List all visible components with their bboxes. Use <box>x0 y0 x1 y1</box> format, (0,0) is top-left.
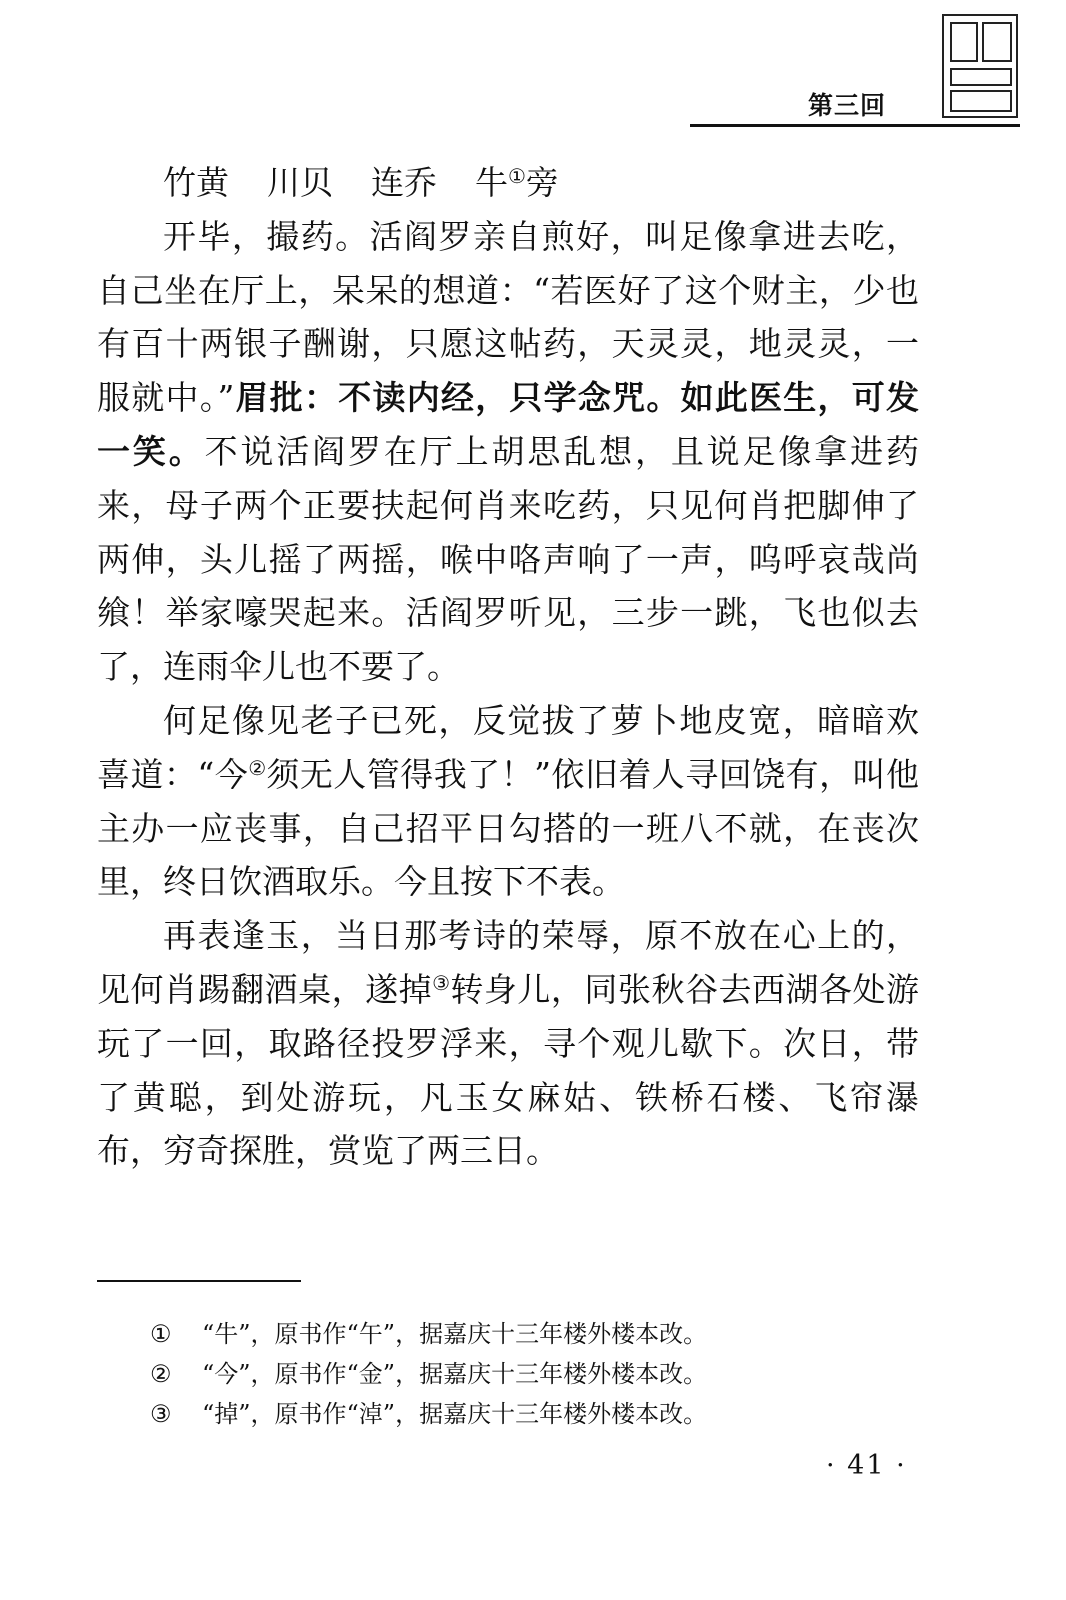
footnotes <box>150 1314 910 1434</box>
footnote-mark: ② <box>150 1360 172 1388</box>
paragraph-text: 再表逢玉，当日那考诗的荣辱，原不放在心上的，见何肖踢翻酒桌，遂掉 <box>97 916 919 1009</box>
paragraph-text: 不说活阎罗在厅上胡思乱想，且说足像拿进药来，母子两个正要扶起何肖来吃药，只见何肖把脚伸了两伸，头儿摇了两摇，喉中咯声响了一声，呜呼哀哉尚飨！举家嚎哭起来。活阎罗听见，三步一跳，飞也似去了，连雨伞儿也不要了。 <box>97 431 920 687</box>
paragraph <box>97 210 919 694</box>
herb-list <box>97 156 919 210</box>
marginal-note: 眉批：不读内经，只学念咒。如此医生，可发一笑。 <box>97 378 919 471</box>
main-text <box>97 156 919 1178</box>
paragraph-text: 转身儿，同张秋谷去西湖各处游玩了一回，取路径投罗浮来，寻个观儿歇下。次日，带了黄聪，到处游玩，凡玉女麻姑、铁桥石楼、飞帘瀑布，穷奇探胜，赏览了两三日。 <box>97 969 920 1171</box>
paragraph-text: 开毕，撮药。活阎罗亲自煎好，叫足像拿进去吃，自己坐在厅上，呆呆的想道：“若医好了这个财主，少也有百十两银子酬谢，只愿这帖药，天灵灵，地灵灵，一服就中。” <box>97 216 919 418</box>
herb-item-with-note <box>475 163 559 202</box>
footnote-marker: ① <box>508 165 526 189</box>
footnote-marker: ③ <box>432 972 451 996</box>
header-rule <box>690 124 1020 127</box>
footnote-text: “掉”，原书作“淖”，据嘉庆十三年楼外楼本改。 <box>202 1400 708 1428</box>
paragraph <box>97 694 919 909</box>
chapter-title: 第三回 <box>808 91 887 120</box>
seal-logo <box>942 14 1018 118</box>
footnote-marker: ② <box>248 756 267 780</box>
paragraph-text: 何足像见老子已死，反觉拔了萝卜地皮宽，暗暗欢喜道：“今 <box>97 700 919 794</box>
footnote-mark: ① <box>150 1320 172 1348</box>
footnote <box>150 1314 910 1354</box>
herb-item: 竹黄 <box>163 163 229 202</box>
footnote-text: “今”，原书作“金”，据嘉庆十三年楼外楼本改。 <box>202 1360 708 1388</box>
page-number: · 41 · <box>826 1450 907 1481</box>
herb-item: 旁 <box>525 163 559 202</box>
footnote-mark: ③ <box>150 1400 172 1428</box>
paragraph <box>97 909 919 1178</box>
herb-item: 连乔 <box>371 163 437 202</box>
paragraph-text: 须无人管得我了！”依旧着人寻回饶有，叫他主办一应丧事，自己招平日勾搭的一班八不就，在丧次里，终日饮酒取乐。今且按下不表。 <box>97 754 920 902</box>
footnote <box>150 1394 910 1434</box>
footnote-rule <box>97 1280 301 1282</box>
herb-item: 牛 <box>475 163 508 202</box>
herb-item: 川贝 <box>267 163 333 202</box>
footnote <box>150 1354 910 1394</box>
footnote-text: “牛”，原书作“午”，据嘉庆十三年楼外楼本改。 <box>202 1320 708 1348</box>
